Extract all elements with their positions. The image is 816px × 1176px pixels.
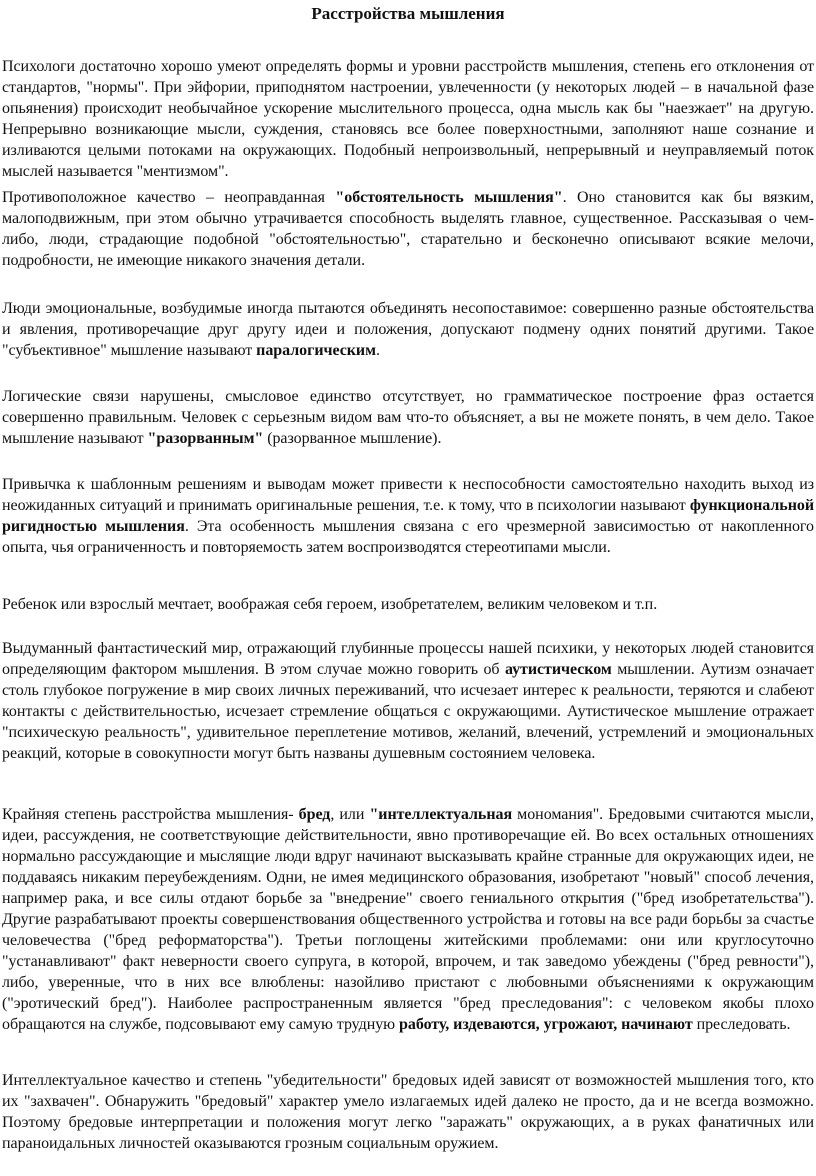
- term-functional-rigidity: функциональной ригидностью мышления: [2, 497, 814, 535]
- paragraph-text: Интеллектуальное качество и степень "убедительности" бредовых идей зависят от возможностей мышления того, кто их "захвачен". Обнаружить "бредовый" характер умело излагаемых идей далеко не просто, да и не всегда возможно. Поэтому бредовые интерпретации и положения могут легко "заражать" окружающих, а в руках фанатичных или параноидальных личностей оказываются грозным социальным оружием.: [2, 1072, 814, 1152]
- paragraph-text: мономания". Бредовыми считаются мысли, идеи, рассуждения, не соответствующие действительности, явно противоречащие ей. Во всех остальных отношениях нормально рассуждающие и мыслящие люди вдруг начинают высказывать крайне странные для окружающих идеи, не поддаваясь никаким переубеждениям. Одни, не имея медицинского образования, изобретают "новый" способ лечения, например рака, и все силы отдают борьбе за "внедрение" своего гениального открытия ("бред изобретательства"). Другие разрабатывают проекты совершенствования общественного устройства и готовы на все ради борьбы за счастье человечества ("бред реформаторства"). Третьи поглощены житейскими проблемами: они или круглосуточно "устанавливают" факт неверности своего супруга, в которой, впрочем, и так заведомо убеждены ("бред ревности"), либо, уверенные, что в них все влюблены: назойливо пристают с любовными объяснениями к окружающим ("эротический бред"). Наиболее распространенным является "бред преследования": с человеком якобы плохо обращаются на службе, подсовывают ему самую трудную: [2, 806, 815, 1033]
- paragraph-text: мышлении. Аутизм означает столь глубокое погружение в мир своих личных переживаний, что исчезает интерес к реальности, теряются и слабеют контакты с действительностью, исчезает стремление общаться с окружающими. Аутистическое мышление отражает "психическую реальность", удивительное переплетение мотивов, желаний, влечений, устремлений и эмоциональных реакций, которые в совокупности могут быть названы душевным состоянием человека.: [2, 661, 814, 762]
- paragraph-text: Логические связи нарушены, смысловое единство отсутствует, но грамматическое построение фраз остается совершенно правильным. Человек с серьезным видом вам что-то объясняет, а вы не можете понять, в чем дело. Такое мышление называют: [2, 388, 814, 447]
- paragraph-paralogical: [2, 298, 814, 361]
- paragraph-circumstantiality: [2, 187, 814, 271]
- term-delusion: бред: [298, 806, 331, 823]
- paragraph-text: Привычка к шаблонным решениям и выводам может привести к неспособности самостоятельно находить выход из неожиданных ситуаций и принимать оригинальные решения, т.е. к тому, что в психологии называют: [2, 476, 814, 514]
- term-paralogical: паралогическим: [256, 342, 376, 359]
- paragraph-text: Крайняя степень расстройства мышления-: [2, 806, 299, 823]
- paragraph-text: Противоположное качество – неоправданная: [2, 189, 336, 206]
- paragraph-autistic: [2, 638, 814, 764]
- paragraph-text: , или: [330, 806, 370, 823]
- paragraph-text: Психологи достаточно хорошо умеют определять формы и уровни расстройств мышления, степень его отклонения от стандартов, "нормы". При эйфории, приподнятом настроении, увлеченности (у некоторых людей – в начальной фазе опьянения) происходит необычайное ускорение мыслительного процесса, одна мысль как бы "наезжает" на другую. Непрерывно возникающие мысли, суждения, становясь все более поверхностными, заполняют наше сознание и изливаются целыми потоками на окружающих. Подобный непроизвольный, непрерывный и неуправляемый поток мыслей называется "ментизмом".: [2, 58, 814, 180]
- paragraph-text: . Эта особенность мышления связана с его чрезмерной зависимостью от накопленного опыта, чья ограниченность и повторяемость затем воспроизводятся стереотипами мысли.: [2, 518, 814, 556]
- paragraph-text: .: [375, 342, 380, 359]
- paragraph-delusion: [2, 804, 814, 1035]
- paragraph-conviction: [2, 1070, 814, 1154]
- paragraph-mentism: [2, 56, 814, 182]
- term-persecution-actions: работу, издеваются, угрожают, начинают: [399, 1016, 693, 1033]
- paragraph-text: Люди эмоциональные, возбудимые иногда пытаются объединять несопоставимое: совершенно разные обстоятельства и явления, противоречащие друг другу идеи и положения, допускают подмену одних понятий другими. Такое "субъективное" мышление называют: [2, 300, 814, 359]
- term-circumstantiality: "обстоятельность мышления": [335, 189, 563, 206]
- term-intellectual: "интеллектуальная: [369, 806, 513, 823]
- paragraph-fragmented: [2, 386, 814, 449]
- paragraph-text: . Оно становится как бы вязким, малоподвижным, при этом обычно утрачивается способность выделять главное, существенное. Рассказывая о чем-либо, люди, страдающие подобной "обстоятельностью", старательно и бесконечно описывают всякие мелочи, подробности, не имеющие никакого значения детали.: [2, 189, 814, 269]
- paragraph-text: (разорванное мышление).: [263, 430, 442, 447]
- document-page: [0, 4, 816, 1176]
- paragraph-daydreaming: [2, 594, 814, 615]
- paragraph-text: Выдуманный фантастический мир, отражающий глубинные процессы нашей психики, у некоторых людей становится определяющим фактором мышления. В этом случае можно говорить об: [2, 640, 814, 678]
- page-title: Расстройства мышления: [311, 4, 505, 23]
- paragraph-text: преследовать.: [692, 1016, 791, 1033]
- paragraph-text: Ребенок или взрослый мечтает, воображая себя героем, изобретателем, великим человеком и т.п.: [2, 596, 658, 613]
- term-autistic: аутистическом: [504, 661, 612, 678]
- term-fragmented: "разорванным": [147, 430, 264, 447]
- paragraph-rigidity: [2, 474, 814, 558]
